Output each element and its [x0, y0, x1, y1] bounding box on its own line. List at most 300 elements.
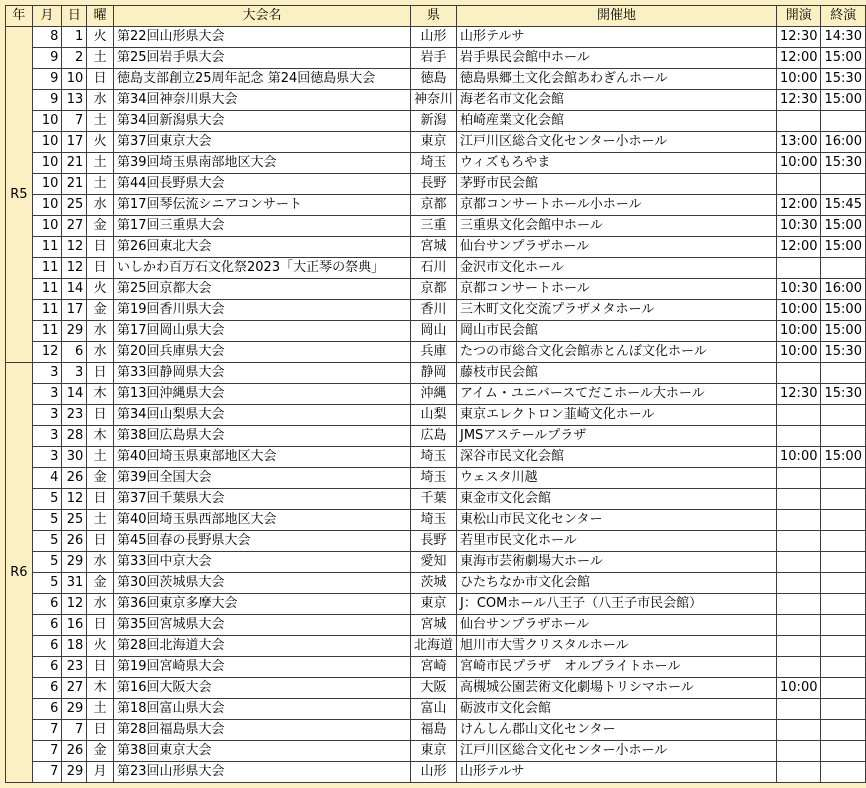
- cell-venue[interactable]: 仙台サンプラザホール: [457, 615, 777, 636]
- cell-weekday[interactable]: 日: [87, 405, 114, 426]
- cell-end[interactable]: 15:30: [821, 153, 866, 174]
- header-prefecture[interactable]: 県: [410, 6, 456, 27]
- cell-prefecture[interactable]: 岩手: [410, 48, 456, 69]
- cell-event[interactable]: 第38回東京大会: [114, 741, 411, 762]
- cell-end[interactable]: [821, 405, 866, 426]
- cell-end[interactable]: [821, 258, 866, 279]
- cell-day[interactable]: 16: [62, 615, 87, 636]
- cell-prefecture[interactable]: 徳島: [410, 69, 456, 90]
- cell-weekday[interactable]: 土: [87, 447, 114, 468]
- cell-weekday[interactable]: 金: [87, 741, 114, 762]
- cell-month[interactable]: 11: [32, 300, 62, 321]
- cell-day[interactable]: 3: [62, 363, 87, 384]
- cell-day[interactable]: 7: [62, 111, 87, 132]
- cell-open[interactable]: 12:00: [777, 195, 821, 216]
- cell-end[interactable]: 16:00: [821, 279, 866, 300]
- cell-day[interactable]: 27: [62, 216, 87, 237]
- cell-venue[interactable]: JMSアステールプラザ: [457, 426, 777, 447]
- cell-prefecture[interactable]: 広島: [410, 426, 456, 447]
- cell-weekday[interactable]: 水: [87, 594, 114, 615]
- cell-event[interactable]: 第44回長野県大会: [114, 174, 411, 195]
- cell-open[interactable]: [777, 699, 821, 720]
- cell-prefecture[interactable]: 京都: [410, 195, 456, 216]
- cell-day[interactable]: 18: [62, 636, 87, 657]
- cell-day[interactable]: 21: [62, 153, 87, 174]
- cell-month[interactable]: 11: [32, 321, 62, 342]
- cell-end[interactable]: 15:30: [821, 384, 866, 405]
- cell-weekday[interactable]: 火: [87, 132, 114, 153]
- cell-prefecture[interactable]: 北海道: [410, 636, 456, 657]
- cell-venue[interactable]: 若里市民文化ホール: [457, 531, 777, 552]
- cell-event[interactable]: 第39回埼玉県南部地区大会: [114, 153, 411, 174]
- cell-event[interactable]: 第19回香川県大会: [114, 300, 411, 321]
- header-open[interactable]: 開演: [777, 6, 821, 27]
- cell-venue[interactable]: J：COMホール八王子（八王子市民会館）: [457, 594, 777, 615]
- cell-event[interactable]: 第37回東京大会: [114, 132, 411, 153]
- cell-prefecture[interactable]: 山形: [410, 762, 456, 783]
- cell-day[interactable]: 14: [62, 384, 87, 405]
- cell-prefecture[interactable]: 東京: [410, 741, 456, 762]
- cell-open[interactable]: [777, 468, 821, 489]
- cell-month[interactable]: 9: [32, 48, 62, 69]
- cell-event[interactable]: 第36回東京多摩大会: [114, 594, 411, 615]
- cell-event[interactable]: 第33回静岡県大会: [114, 363, 411, 384]
- cell-end[interactable]: [821, 174, 866, 195]
- cell-end[interactable]: 15:00: [821, 447, 866, 468]
- cell-venue[interactable]: 柏崎産業文化会館: [457, 111, 777, 132]
- cell-venue[interactable]: 茅野市民会館: [457, 174, 777, 195]
- cell-open[interactable]: 12:00: [777, 237, 821, 258]
- cell-day[interactable]: 17: [62, 132, 87, 153]
- cell-weekday[interactable]: 土: [87, 174, 114, 195]
- cell-weekday[interactable]: 日: [87, 531, 114, 552]
- cell-day[interactable]: 26: [62, 531, 87, 552]
- cell-venue[interactable]: 仙台サンプラザホール: [457, 237, 777, 258]
- cell-month[interactable]: 9: [32, 90, 62, 111]
- cell-event[interactable]: 第40回埼玉県東部地区大会: [114, 447, 411, 468]
- cell-weekday[interactable]: 火: [87, 636, 114, 657]
- cell-weekday[interactable]: 水: [87, 195, 114, 216]
- cell-era[interactable]: R6: [6, 363, 33, 783]
- cell-end[interactable]: [821, 678, 866, 699]
- cell-event[interactable]: 第30回茨城県大会: [114, 573, 411, 594]
- cell-day[interactable]: 10: [62, 69, 87, 90]
- cell-end[interactable]: [821, 762, 866, 783]
- cell-end[interactable]: 15:30: [821, 342, 866, 363]
- cell-open[interactable]: [777, 762, 821, 783]
- cell-open[interactable]: [777, 552, 821, 573]
- cell-end[interactable]: [821, 489, 866, 510]
- cell-open[interactable]: [777, 363, 821, 384]
- cell-end[interactable]: 15:00: [821, 321, 866, 342]
- cell-end[interactable]: [821, 363, 866, 384]
- cell-prefecture[interactable]: 長野: [410, 531, 456, 552]
- cell-month[interactable]: 11: [32, 279, 62, 300]
- cell-end[interactable]: 15:00: [821, 216, 866, 237]
- cell-prefecture[interactable]: 福島: [410, 720, 456, 741]
- cell-open[interactable]: 10:00: [777, 678, 821, 699]
- cell-weekday[interactable]: 日: [87, 720, 114, 741]
- cell-prefecture[interactable]: 沖縄: [410, 384, 456, 405]
- cell-open[interactable]: 12:30: [777, 27, 821, 48]
- cell-event[interactable]: いしかわ百万石文化祭2023「大正琴の祭典」: [114, 258, 411, 279]
- cell-open[interactable]: [777, 741, 821, 762]
- cell-prefecture[interactable]: 新潟: [410, 111, 456, 132]
- cell-month[interactable]: 6: [32, 678, 62, 699]
- cell-open[interactable]: [777, 720, 821, 741]
- cell-end[interactable]: [821, 699, 866, 720]
- cell-open[interactable]: [777, 510, 821, 531]
- cell-open[interactable]: 10:00: [777, 153, 821, 174]
- cell-weekday[interactable]: 木: [87, 678, 114, 699]
- cell-event[interactable]: 第37回千葉県大会: [114, 489, 411, 510]
- cell-day[interactable]: 31: [62, 573, 87, 594]
- cell-weekday[interactable]: 日: [87, 489, 114, 510]
- cell-open[interactable]: [777, 573, 821, 594]
- cell-month[interactable]: 6: [32, 657, 62, 678]
- cell-prefecture[interactable]: 千葉: [410, 489, 456, 510]
- cell-open[interactable]: 10:00: [777, 300, 821, 321]
- cell-day[interactable]: 25: [62, 195, 87, 216]
- cell-month[interactable]: 7: [32, 762, 62, 783]
- cell-end[interactable]: [821, 741, 866, 762]
- cell-month[interactable]: 5: [32, 552, 62, 573]
- cell-event[interactable]: 第39回全国大会: [114, 468, 411, 489]
- cell-venue[interactable]: けんしん郡山文化センター: [457, 720, 777, 741]
- cell-prefecture[interactable]: 富山: [410, 699, 456, 720]
- cell-prefecture[interactable]: 埼玉: [410, 468, 456, 489]
- cell-end[interactable]: 15:30: [821, 69, 866, 90]
- cell-end[interactable]: 15:45: [821, 195, 866, 216]
- cell-prefecture[interactable]: 香川: [410, 300, 456, 321]
- cell-end[interactable]: 14:30: [821, 27, 866, 48]
- cell-prefecture[interactable]: 石川: [410, 258, 456, 279]
- cell-month[interactable]: 5: [32, 510, 62, 531]
- cell-weekday[interactable]: 月: [87, 762, 114, 783]
- cell-month[interactable]: 3: [32, 426, 62, 447]
- cell-prefecture[interactable]: 愛知: [410, 552, 456, 573]
- cell-event[interactable]: 第34回山梨県大会: [114, 405, 411, 426]
- cell-open[interactable]: [777, 531, 821, 552]
- cell-weekday[interactable]: 日: [87, 258, 114, 279]
- cell-end[interactable]: [821, 636, 866, 657]
- cell-weekday[interactable]: 木: [87, 384, 114, 405]
- cell-venue[interactable]: 深谷市民文化会館: [457, 447, 777, 468]
- cell-prefecture[interactable]: 山梨: [410, 405, 456, 426]
- cell-end[interactable]: [821, 720, 866, 741]
- cell-open[interactable]: [777, 258, 821, 279]
- cell-open[interactable]: 10:00: [777, 447, 821, 468]
- cell-event[interactable]: 第13回沖縄県大会: [114, 384, 411, 405]
- cell-month[interactable]: 7: [32, 720, 62, 741]
- cell-event[interactable]: 第34回新潟県大会: [114, 111, 411, 132]
- cell-open[interactable]: [777, 405, 821, 426]
- cell-day[interactable]: 21: [62, 174, 87, 195]
- cell-end[interactable]: [821, 111, 866, 132]
- cell-weekday[interactable]: 水: [87, 342, 114, 363]
- cell-month[interactable]: 4: [32, 468, 62, 489]
- cell-open[interactable]: [777, 636, 821, 657]
- cell-weekday[interactable]: 金: [87, 216, 114, 237]
- cell-prefecture[interactable]: 宮城: [410, 237, 456, 258]
- cell-end[interactable]: [821, 594, 866, 615]
- cell-event[interactable]: 第17回三重県大会: [114, 216, 411, 237]
- cell-day[interactable]: 29: [62, 699, 87, 720]
- cell-month[interactable]: 12: [32, 342, 62, 363]
- cell-month[interactable]: 3: [32, 447, 62, 468]
- cell-weekday[interactable]: 金: [87, 468, 114, 489]
- cell-month[interactable]: 3: [32, 384, 62, 405]
- cell-month[interactable]: 10: [32, 174, 62, 195]
- cell-venue[interactable]: 京都コンサートホール小ホール: [457, 195, 777, 216]
- cell-weekday[interactable]: 土: [87, 153, 114, 174]
- cell-event[interactable]: 第25回岩手県大会: [114, 48, 411, 69]
- cell-weekday[interactable]: 水: [87, 321, 114, 342]
- cell-month[interactable]: 6: [32, 699, 62, 720]
- cell-end[interactable]: 15:00: [821, 90, 866, 111]
- cell-open[interactable]: [777, 594, 821, 615]
- cell-day[interactable]: 6: [62, 342, 87, 363]
- cell-prefecture[interactable]: 埼玉: [410, 153, 456, 174]
- cell-event[interactable]: 第38回広島県大会: [114, 426, 411, 447]
- cell-venue[interactable]: ひたちなか市文化会館: [457, 573, 777, 594]
- cell-prefecture[interactable]: 岡山: [410, 321, 456, 342]
- cell-open[interactable]: 10:30: [777, 216, 821, 237]
- cell-open[interactable]: [777, 174, 821, 195]
- cell-end[interactable]: 15:00: [821, 237, 866, 258]
- cell-end[interactable]: [821, 552, 866, 573]
- cell-day[interactable]: 1: [62, 27, 87, 48]
- cell-month[interactable]: 3: [32, 363, 62, 384]
- cell-venue[interactable]: アイム・ユニバースてだこホール大ホール: [457, 384, 777, 405]
- cell-day[interactable]: 2: [62, 48, 87, 69]
- header-end[interactable]: 終演: [821, 6, 866, 27]
- cell-month[interactable]: 10: [32, 111, 62, 132]
- cell-prefecture[interactable]: 静岡: [410, 363, 456, 384]
- cell-open[interactable]: 10:30: [777, 279, 821, 300]
- cell-prefecture[interactable]: 神奈川: [410, 90, 456, 111]
- cell-month[interactable]: 10: [32, 153, 62, 174]
- cell-open[interactable]: 10:00: [777, 321, 821, 342]
- cell-weekday[interactable]: 火: [87, 27, 114, 48]
- cell-prefecture[interactable]: 埼玉: [410, 510, 456, 531]
- cell-weekday[interactable]: 火: [87, 279, 114, 300]
- cell-day[interactable]: 12: [62, 594, 87, 615]
- cell-venue[interactable]: 徳島県郷土文化会館あわぎんホール: [457, 69, 777, 90]
- cell-event[interactable]: 第26回東北大会: [114, 237, 411, 258]
- header-weekday[interactable]: 曜: [87, 6, 114, 27]
- cell-venue[interactable]: 東海市芸術劇場大ホール: [457, 552, 777, 573]
- cell-event[interactable]: 第20回兵庫県大会: [114, 342, 411, 363]
- cell-prefecture[interactable]: 三重: [410, 216, 456, 237]
- cell-month[interactable]: 5: [32, 531, 62, 552]
- cell-day[interactable]: 29: [62, 552, 87, 573]
- cell-end[interactable]: 15:00: [821, 300, 866, 321]
- cell-end[interactable]: [821, 615, 866, 636]
- cell-end[interactable]: [821, 468, 866, 489]
- cell-event[interactable]: 第33回中京大会: [114, 552, 411, 573]
- cell-event[interactable]: 第17回岡山県大会: [114, 321, 411, 342]
- cell-event[interactable]: 第19回宮崎県大会: [114, 657, 411, 678]
- cell-event[interactable]: 第23回山形県大会: [114, 762, 411, 783]
- cell-weekday[interactable]: 土: [87, 510, 114, 531]
- cell-open[interactable]: [777, 489, 821, 510]
- cell-month[interactable]: 6: [32, 594, 62, 615]
- header-venue[interactable]: 開催地: [457, 6, 777, 27]
- header-day[interactable]: 日: [62, 6, 87, 27]
- cell-event[interactable]: 第28回福島県大会: [114, 720, 411, 741]
- cell-open[interactable]: 10:00: [777, 69, 821, 90]
- cell-venue[interactable]: 岡山市民会館: [457, 321, 777, 342]
- cell-venue[interactable]: 東京エレクトロン韮崎文化ホール: [457, 405, 777, 426]
- cell-end[interactable]: [821, 510, 866, 531]
- cell-era[interactable]: R5: [6, 27, 33, 363]
- cell-open[interactable]: [777, 111, 821, 132]
- cell-venue[interactable]: ウェスタ川越: [457, 468, 777, 489]
- cell-event[interactable]: 第28回北海道大会: [114, 636, 411, 657]
- cell-month[interactable]: 5: [32, 489, 62, 510]
- cell-open[interactable]: 12:30: [777, 90, 821, 111]
- cell-day[interactable]: 29: [62, 762, 87, 783]
- cell-day[interactable]: 17: [62, 300, 87, 321]
- cell-day[interactable]: 26: [62, 468, 87, 489]
- cell-weekday[interactable]: 日: [87, 657, 114, 678]
- cell-end[interactable]: [821, 531, 866, 552]
- cell-venue[interactable]: 三重県文化会館中ホール: [457, 216, 777, 237]
- cell-day[interactable]: 29: [62, 321, 87, 342]
- cell-day[interactable]: 12: [62, 489, 87, 510]
- header-month[interactable]: 月: [32, 6, 62, 27]
- cell-weekday[interactable]: 日: [87, 363, 114, 384]
- cell-day[interactable]: 30: [62, 447, 87, 468]
- cell-day[interactable]: 12: [62, 237, 87, 258]
- cell-weekday[interactable]: 土: [87, 699, 114, 720]
- cell-venue[interactable]: 江戸川区総合文化センター小ホール: [457, 132, 777, 153]
- cell-end[interactable]: 16:00: [821, 132, 866, 153]
- cell-prefecture[interactable]: 埼玉: [410, 447, 456, 468]
- cell-event[interactable]: 第45回春の長野県大会: [114, 531, 411, 552]
- cell-end[interactable]: [821, 426, 866, 447]
- cell-event[interactable]: 第16回大阪大会: [114, 678, 411, 699]
- cell-month[interactable]: 8: [32, 27, 62, 48]
- cell-open[interactable]: [777, 615, 821, 636]
- cell-event[interactable]: 第35回宮城県大会: [114, 615, 411, 636]
- cell-weekday[interactable]: 日: [87, 237, 114, 258]
- cell-venue[interactable]: 藤枝市民会館: [457, 363, 777, 384]
- cell-venue[interactable]: 三木町文化交流プラザメタホール: [457, 300, 777, 321]
- cell-month[interactable]: 6: [32, 615, 62, 636]
- cell-prefecture[interactable]: 京都: [410, 279, 456, 300]
- cell-venue[interactable]: 東松山市民文化センター: [457, 510, 777, 531]
- cell-weekday[interactable]: 水: [87, 552, 114, 573]
- cell-open[interactable]: [777, 426, 821, 447]
- cell-open[interactable]: 12:00: [777, 48, 821, 69]
- cell-month[interactable]: 9: [32, 69, 62, 90]
- cell-day[interactable]: 13: [62, 90, 87, 111]
- cell-venue[interactable]: 山形テルサ: [457, 762, 777, 783]
- cell-venue[interactable]: 海老名市文化会館: [457, 90, 777, 111]
- cell-event[interactable]: 第17回琴伝流シニアコンサート: [114, 195, 411, 216]
- cell-month[interactable]: 5: [32, 573, 62, 594]
- cell-prefecture[interactable]: 宮城: [410, 615, 456, 636]
- cell-weekday[interactable]: 土: [87, 48, 114, 69]
- cell-open[interactable]: 13:00: [777, 132, 821, 153]
- cell-weekday[interactable]: 水: [87, 90, 114, 111]
- cell-venue[interactable]: 旭川市大雪クリスタルホール: [457, 636, 777, 657]
- cell-end[interactable]: [821, 573, 866, 594]
- cell-day[interactable]: 23: [62, 405, 87, 426]
- cell-day[interactable]: 28: [62, 426, 87, 447]
- cell-venue[interactable]: 山形テルサ: [457, 27, 777, 48]
- cell-open[interactable]: 12:30: [777, 384, 821, 405]
- cell-prefecture[interactable]: 長野: [410, 174, 456, 195]
- cell-venue[interactable]: 京都コンサートホール: [457, 279, 777, 300]
- cell-end[interactable]: [821, 657, 866, 678]
- cell-month[interactable]: 7: [32, 741, 62, 762]
- cell-open[interactable]: [777, 657, 821, 678]
- cell-day[interactable]: 25: [62, 510, 87, 531]
- cell-open[interactable]: 10:00: [777, 342, 821, 363]
- cell-event[interactable]: 第18回富山県大会: [114, 699, 411, 720]
- cell-event[interactable]: 第25回京都大会: [114, 279, 411, 300]
- cell-prefecture[interactable]: 茨城: [410, 573, 456, 594]
- cell-venue[interactable]: 岩手県民会館中ホール: [457, 48, 777, 69]
- cell-day[interactable]: 23: [62, 657, 87, 678]
- cell-prefecture[interactable]: 兵庫: [410, 342, 456, 363]
- cell-event[interactable]: 第22回山形県大会: [114, 27, 411, 48]
- header-event[interactable]: 大会名: [114, 6, 411, 27]
- cell-venue[interactable]: 高槻城公園芸術文化劇場トリシマホール: [457, 678, 777, 699]
- cell-month[interactable]: 10: [32, 216, 62, 237]
- cell-day[interactable]: 14: [62, 279, 87, 300]
- header-era[interactable]: 年: [6, 6, 33, 27]
- cell-day[interactable]: 27: [62, 678, 87, 699]
- cell-venue[interactable]: 宮崎市民プラザ オルブライトホール: [457, 657, 777, 678]
- cell-event[interactable]: 徳島支部創立25周年記念 第24回徳島県大会: [114, 69, 411, 90]
- cell-prefecture[interactable]: 山形: [410, 27, 456, 48]
- cell-prefecture[interactable]: 宮崎: [410, 657, 456, 678]
- cell-month[interactable]: 11: [32, 237, 62, 258]
- cell-venue[interactable]: 江戸川区総合文化センター小ホール: [457, 741, 777, 762]
- cell-venue[interactable]: 東金市文化会館: [457, 489, 777, 510]
- cell-weekday[interactable]: 金: [87, 300, 114, 321]
- cell-weekday[interactable]: 土: [87, 111, 114, 132]
- cell-day[interactable]: 7: [62, 720, 87, 741]
- cell-venue[interactable]: ウィズもろやま: [457, 153, 777, 174]
- cell-month[interactable]: 10: [32, 195, 62, 216]
- cell-day[interactable]: 12: [62, 258, 87, 279]
- cell-end[interactable]: 15:00: [821, 48, 866, 69]
- cell-weekday[interactable]: 日: [87, 615, 114, 636]
- cell-weekday[interactable]: 金: [87, 573, 114, 594]
- cell-venue[interactable]: 砺波市文化会館: [457, 699, 777, 720]
- cell-month[interactable]: 11: [32, 258, 62, 279]
- cell-venue[interactable]: 金沢市文化ホール: [457, 258, 777, 279]
- cell-event[interactable]: 第40回埼玉県西部地区大会: [114, 510, 411, 531]
- cell-venue[interactable]: たつの市総合文化会館赤とんぼ文化ホール: [457, 342, 777, 363]
- cell-month[interactable]: 10: [32, 132, 62, 153]
- cell-weekday[interactable]: 日: [87, 69, 114, 90]
- cell-day[interactable]: 26: [62, 741, 87, 762]
- cell-month[interactable]: 6: [32, 636, 62, 657]
- cell-month[interactable]: 3: [32, 405, 62, 426]
- cell-prefecture[interactable]: 東京: [410, 132, 456, 153]
- cell-prefecture[interactable]: 東京: [410, 594, 456, 615]
- event-schedule-table: [5, 5, 866, 783]
- cell-event[interactable]: 第34回神奈川県大会: [114, 90, 411, 111]
- cell-weekday[interactable]: 木: [87, 426, 114, 447]
- cell-prefecture[interactable]: 大阪: [410, 678, 456, 699]
